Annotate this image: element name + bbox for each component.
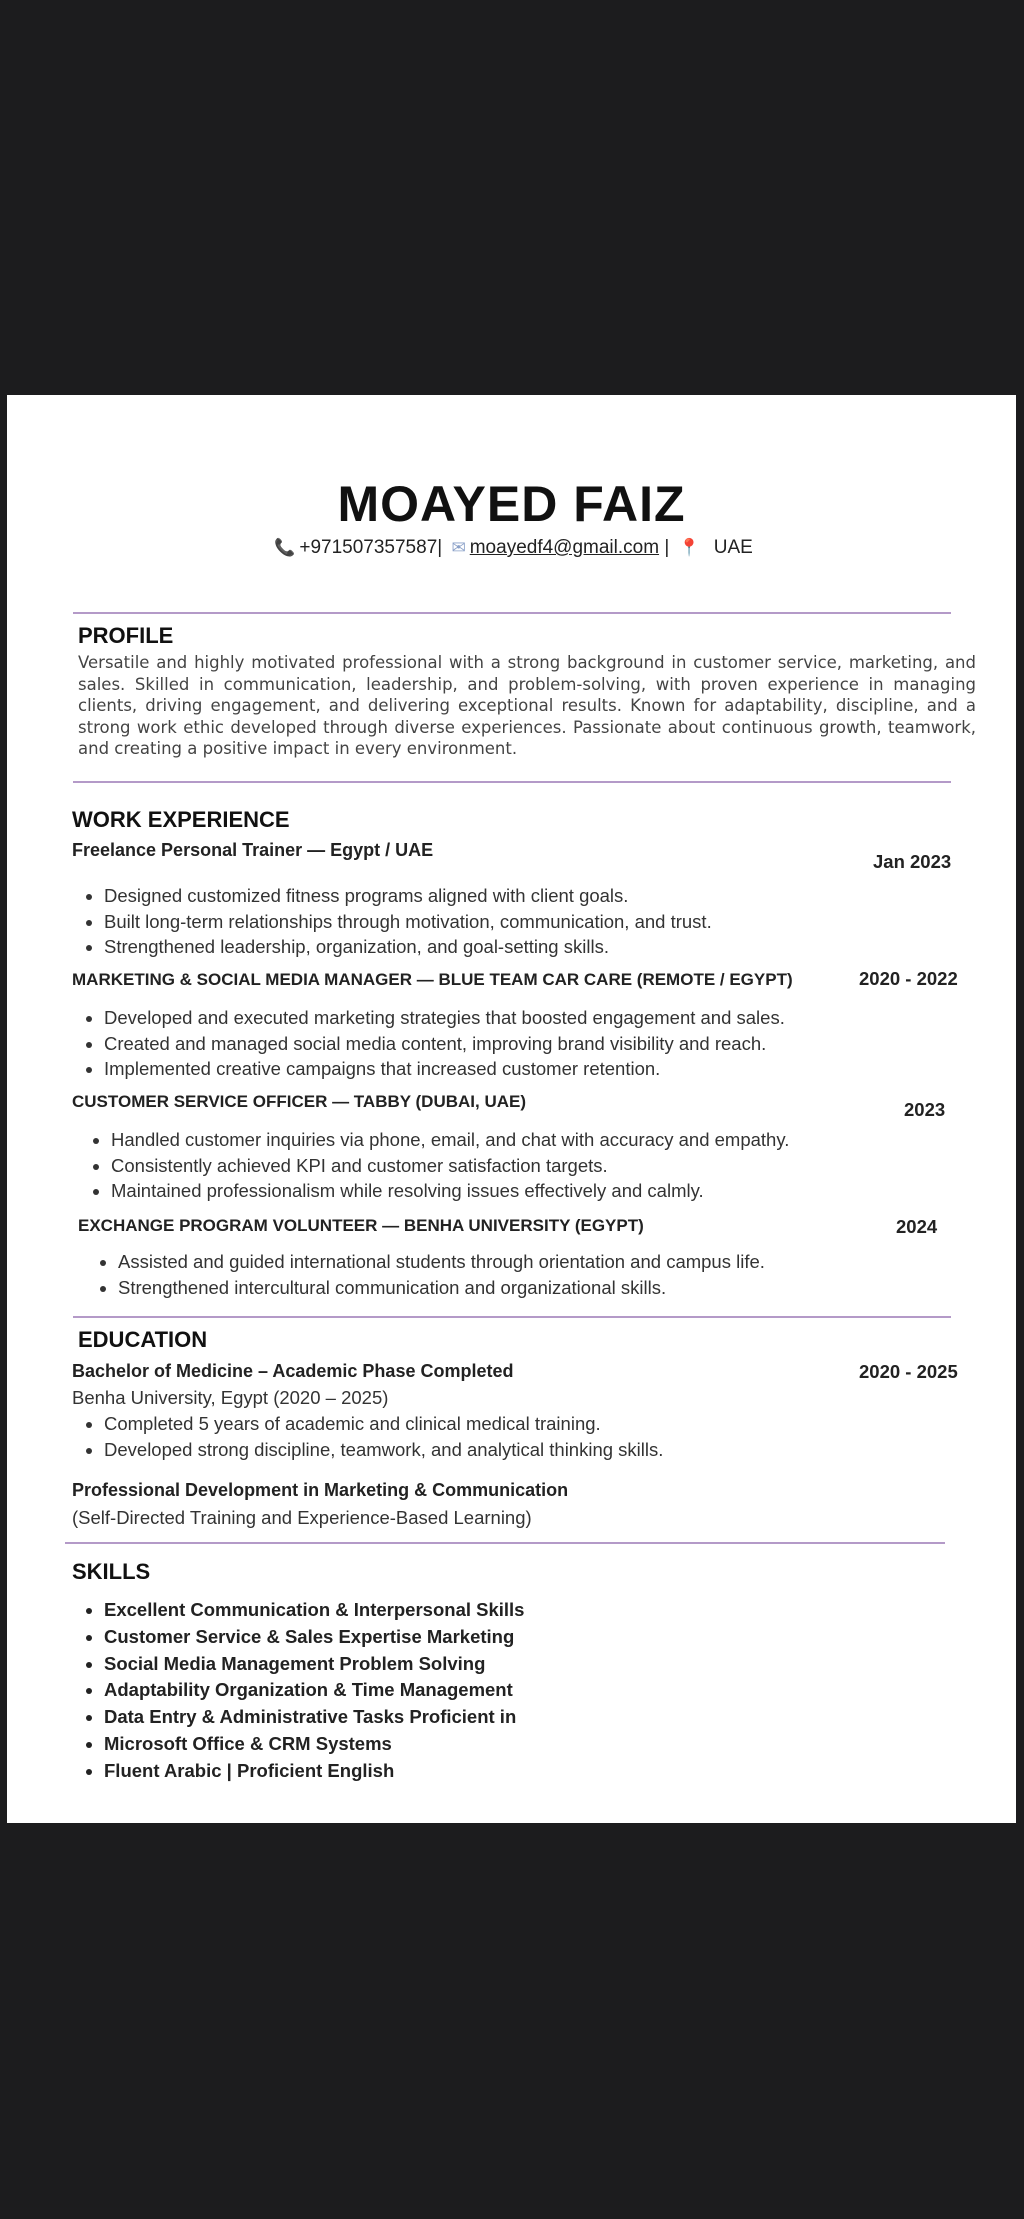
job-date: 2024 (896, 1216, 938, 1237)
list-item: • Created and managed social media content, improving brand visibility and reach. (104, 1031, 785, 1057)
job-title: Freelance Personal Trainer — Egypt / UAE (72, 840, 434, 860)
list-item: • Excellent Communication & Interpersonal Skills (104, 1597, 524, 1624)
resume-page (7, 395, 1016, 1823)
contact-line (7, 537, 1016, 559)
divider (65, 1542, 945, 1544)
job-title: MARKETING & SOCIAL MEDIA MANAGER — BLUE TEAM CAR CARE (REMOTE / EGYPT) (72, 970, 793, 989)
divider (73, 1316, 951, 1318)
job-date: 2023 (904, 1099, 946, 1120)
email-link[interactable]: moayedf4@gmail.com (469, 537, 660, 558)
degree-title: Bachelor of Medicine – Academic Phase Completed (72, 1361, 514, 1381)
phone-number: +971507357587 (299, 537, 438, 558)
job-title: CUSTOMER SERVICE OFFICER — TABBY (DUBAI, UAE) (72, 1092, 526, 1111)
list-item: • Developed and executed marketing strategies that boosted engagement and sales. (104, 1005, 785, 1031)
job-bullets (79, 1127, 789, 1204)
list-item: • Data Entry & Administrative Tasks Proficient in (104, 1704, 524, 1731)
work-experience-heading: WORK EXPERIENCE (72, 807, 290, 832)
job-bullets (72, 883, 712, 960)
education-bullets (72, 1411, 663, 1462)
degree-date: 2020 - 2025 (859, 1361, 958, 1382)
job-date: Jan 2023 (873, 851, 952, 872)
list-item: • Assisted and guided international students through orientation and campus life. (118, 1249, 765, 1275)
list-item: • Strengthened intercultural communication and organizational skills. (118, 1275, 765, 1301)
list-item: • Implemented creative campaigns that increased customer retention. (104, 1056, 785, 1082)
list-item: • Designed customized fitness programs aligned with client goals. (104, 883, 712, 909)
divider (73, 612, 951, 614)
list-item: • Social Media Management Problem Solving (104, 1651, 524, 1678)
list-item: • Strengthened leadership, organization, and goal-setting skills. (104, 934, 712, 960)
list-item: • Completed 5 years of academic and clinical medical training. (104, 1411, 663, 1437)
list-item: • Built long-term relationships through motivation, communication, and trust. (104, 909, 712, 935)
skills-heading: SKILLS (72, 1559, 151, 1584)
school-name: Benha University, Egypt (2020 – 2025) (72, 1387, 389, 1408)
resume-name: MOAYED FAIZ (337, 476, 686, 532)
list-item: • Adaptability Organization & Time Management (104, 1677, 524, 1704)
list-item: • Fluent Arabic | Proficient English (104, 1758, 524, 1785)
phone-icon: 📞 (274, 538, 296, 557)
job-bullets (86, 1249, 765, 1300)
list-item: • Maintained professionalism while resolving issues effectively and calmly. (111, 1178, 789, 1204)
list-item: • Developed strong discipline, teamwork, and analytical thinking skills. (104, 1437, 663, 1463)
job-date: 2020 - 2022 (859, 968, 958, 989)
list-item: • Handled customer inquiries via phone, email, and chat with accuracy and empathy. (111, 1127, 789, 1153)
list-item: • Customer Service & Sales Expertise Marketing (104, 1624, 524, 1651)
envelope-icon: ✉ (451, 538, 466, 557)
list-item: • Consistently achieved KPI and customer satisfaction targets. (111, 1153, 789, 1179)
divider (73, 781, 951, 783)
professional-development-title: Professional Development in Marketing & Communication (72, 1480, 569, 1500)
profile-text: Versatile and highly motivated professional with a strong background in customer service, marketing, and sales. Skilled in communication, leadership, and problem-solving, with proven experience in managing clients, driving engagement, and delivering exceptional results. Known for adaptability, discipline, and a strong work ethic developed through diverse experiences. Passionate about continuous growth, teamwork, and creating a positive impact in every environment. (78, 653, 976, 758)
location: UAE (713, 537, 753, 558)
education-heading: EDUCATION (78, 1327, 208, 1352)
job-title: EXCHANGE PROGRAM VOLUNTEER — BENHA UNIVERSITY (EGYPT) (78, 1216, 644, 1235)
separator: | (659, 537, 675, 558)
location-pin-icon: 📍 (678, 538, 700, 557)
job-bullets (72, 1005, 785, 1082)
skills-list (72, 1597, 524, 1785)
list-item: • Microsoft Office & CRM Systems (104, 1731, 524, 1758)
professional-development-subtitle: (Self-Directed Training and Experience-Based Learning) (72, 1507, 532, 1528)
separator: | (437, 537, 448, 558)
profile-heading: PROFILE (78, 623, 174, 648)
